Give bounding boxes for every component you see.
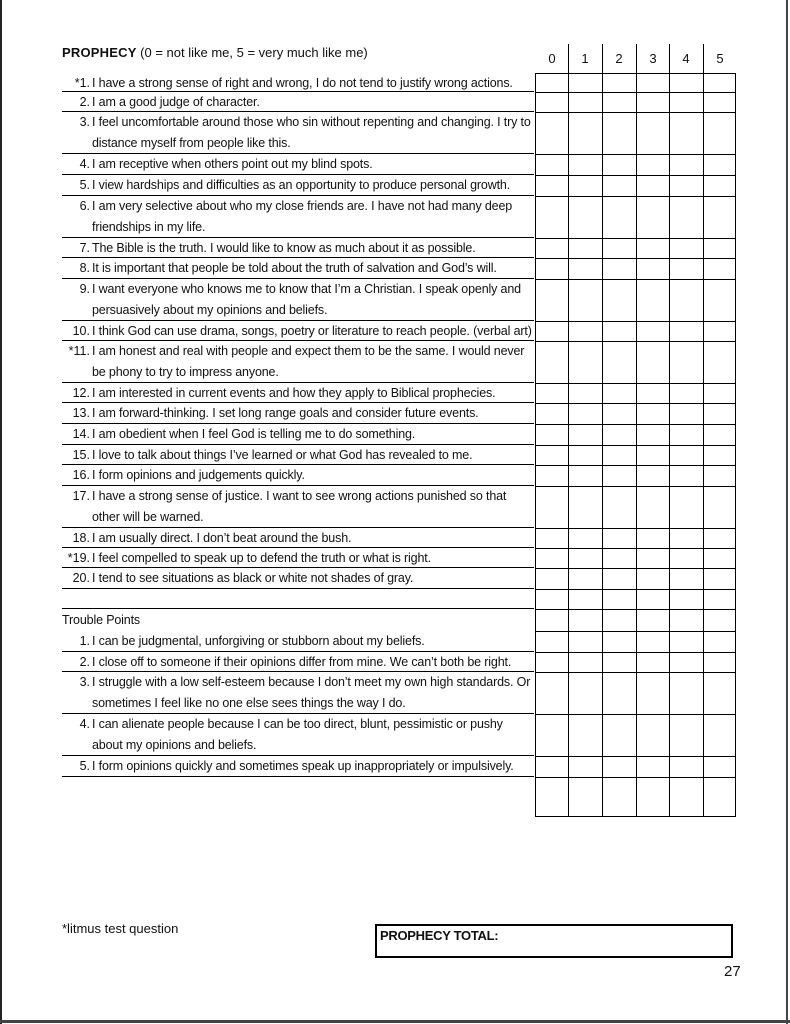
item-text: I struggle with a low self-esteem because I don’t meet my own high standards. Or sometimes I feel like no one else sees things the way I do. [92, 675, 531, 710]
item-number: 10. [72, 324, 90, 338]
item-number: 6. [79, 199, 90, 213]
scale-label: 3 [649, 51, 657, 66]
question-row [62, 154, 534, 175]
scale-label: 1 [581, 51, 589, 66]
item-text: The Bible is the truth. I would like to know as much about it as possible. [92, 241, 476, 255]
scale-note: (0 = not like me, 5 = very much like me) [136, 45, 368, 60]
item-text: I have a strong sense of justice. I want to see wrong actions punished so that other will be warned. [92, 489, 507, 524]
question-row [62, 486, 534, 528]
question-row [62, 238, 534, 258]
grid-column-line [735, 73, 736, 816]
page-bottom-border [0, 1020, 790, 1023]
item-text: I am a good judge of character. [92, 95, 260, 109]
question-row [62, 568, 534, 589]
prophecy-total-label: PROPHECY TOTAL: [380, 928, 499, 943]
scale-header-separator [602, 44, 603, 73]
item-text: I am receptive when others point out my blind spots. [92, 157, 373, 171]
trouble-point-row [62, 672, 534, 714]
question-row [62, 321, 534, 341]
item-text: I can alienate people because I can be too direct, blunt, pessimistic or pushy about my opinions and beliefs. [92, 717, 503, 752]
item-text: I close off to someone if their opinions differ from mine. We can’t both be right. [92, 655, 512, 669]
item-number: 20. [72, 571, 90, 585]
grid-column-line [669, 73, 670, 816]
question-row [62, 465, 534, 486]
question-row [62, 383, 534, 403]
grid-column-line [568, 73, 569, 816]
grid-row-line [535, 816, 736, 817]
scale-header-separator [636, 44, 637, 73]
item-text: I have a strong sense of right and wrong, I do not tend to justify wrong actions. [92, 76, 513, 90]
item-text: I feel compelled to speak up to defend the truth or what is right. [92, 551, 431, 565]
item-text: I love to talk about things I’ve learned or what God has revealed to me. [92, 448, 473, 462]
item-number: *11. [68, 344, 90, 358]
item-number: 8. [79, 261, 90, 275]
item-number: 5. [79, 759, 90, 773]
blank-row [62, 589, 534, 609]
item-number: 1. [79, 634, 90, 648]
trouble-points-heading: Trouble Points [62, 613, 141, 627]
trouble-point-row [62, 756, 534, 777]
question-row [62, 92, 534, 112]
item-text: I am usually direct. I don’t beat around the bush. [92, 531, 352, 545]
scale-label: 4 [682, 51, 690, 66]
item-text: I am obedient when I feel God is telling me to do something. [92, 427, 416, 441]
question-row [62, 424, 534, 445]
item-text: I form opinions quickly and sometimes speak up inappropriately or impulsively. [92, 759, 514, 773]
trouble-point-row [62, 714, 534, 756]
item-number: 14. [72, 427, 90, 441]
item-text: I am honest and real with people and expect them to be the same. I would never be phony to try to impress anyone. [92, 344, 525, 379]
section-title [62, 45, 368, 61]
item-number: 5. [79, 178, 90, 192]
item-number: 4. [79, 717, 90, 731]
item-text: I am forward-thinking. I set long range goals and consider future events. [92, 406, 479, 420]
question-row [62, 196, 534, 238]
scale-header-separator [568, 44, 569, 73]
item-number: *1. [74, 76, 90, 90]
scale-header-separator [669, 44, 670, 73]
question-row [62, 73, 534, 92]
prophecy-total-box[interactable] [375, 924, 733, 958]
grid-column-line [535, 73, 536, 816]
scale-label: 0 [548, 51, 556, 66]
item-text: I think God can use drama, songs, poetry or literature to reach people. (verbal art) [92, 324, 532, 338]
item-text: I tend to see situations as black or white not shades of gray. [92, 571, 414, 585]
question-row [62, 445, 534, 465]
item-number: 9. [79, 282, 90, 296]
item-number: 3. [79, 115, 90, 129]
grid-column-line [602, 73, 603, 816]
question-row [62, 548, 534, 568]
question-row [62, 341, 534, 383]
question-row [62, 403, 534, 424]
question-row [62, 112, 534, 154]
scale-header-separator [703, 44, 704, 73]
trouble-point-row [62, 631, 534, 652]
scale-label: 5 [716, 51, 724, 66]
rating-grid[interactable] [535, 73, 736, 816]
item-number: 7. [79, 241, 90, 255]
item-number: 13. [72, 406, 90, 420]
trouble-points-heading-row [62, 609, 534, 631]
item-number: 17. [72, 489, 90, 503]
question-row [62, 175, 534, 196]
item-number: 18. [72, 531, 90, 545]
grid-column-line [703, 73, 704, 816]
page-right-border [786, 0, 788, 1024]
item-number: 15. [72, 448, 90, 462]
item-text: It is important that people be told about the truth of salvation and God’s will. [92, 261, 497, 275]
page-left-border [0, 0, 2, 1024]
item-number: 12. [72, 386, 90, 400]
item-number: 16. [72, 468, 90, 482]
grid-column-line [636, 73, 637, 816]
question-row [62, 528, 534, 548]
item-number: 2. [79, 95, 90, 109]
question-row [62, 258, 534, 279]
item-number: *19. [67, 551, 90, 565]
item-text: I want everyone who knows me to know that I’m a Christian. I speak openly and persuasively about my opinions and beliefs. [92, 282, 521, 317]
trouble-point-row [62, 652, 534, 672]
section-title-name: PROPHECY [62, 45, 137, 60]
item-text: I am interested in current events and how they apply to Biblical prophecies. [92, 386, 496, 400]
litmus-footnote: *litmus test question [62, 921, 179, 936]
item-text: I feel uncomfortable around those who sin without repenting and changing. I try to distance myself from people like this. [92, 115, 531, 150]
blank-row [62, 777, 534, 816]
item-text: I form opinions and judgements quickly. [92, 468, 305, 482]
item-text: I can be judgmental, unforgiving or stubborn about my beliefs. [92, 634, 425, 648]
page-number: 27 [724, 963, 741, 980]
item-text: I view hardships and difficulties as an opportunity to produce personal growth. [92, 178, 511, 192]
item-number: 3. [79, 675, 90, 689]
item-number: 2. [79, 655, 90, 669]
item-text: I am very selective about who my close friends are. I have not had many deep friendships in my life. [92, 199, 513, 234]
question-row [62, 279, 534, 321]
item-number: 4. [79, 157, 90, 171]
scale-label: 2 [615, 51, 623, 66]
